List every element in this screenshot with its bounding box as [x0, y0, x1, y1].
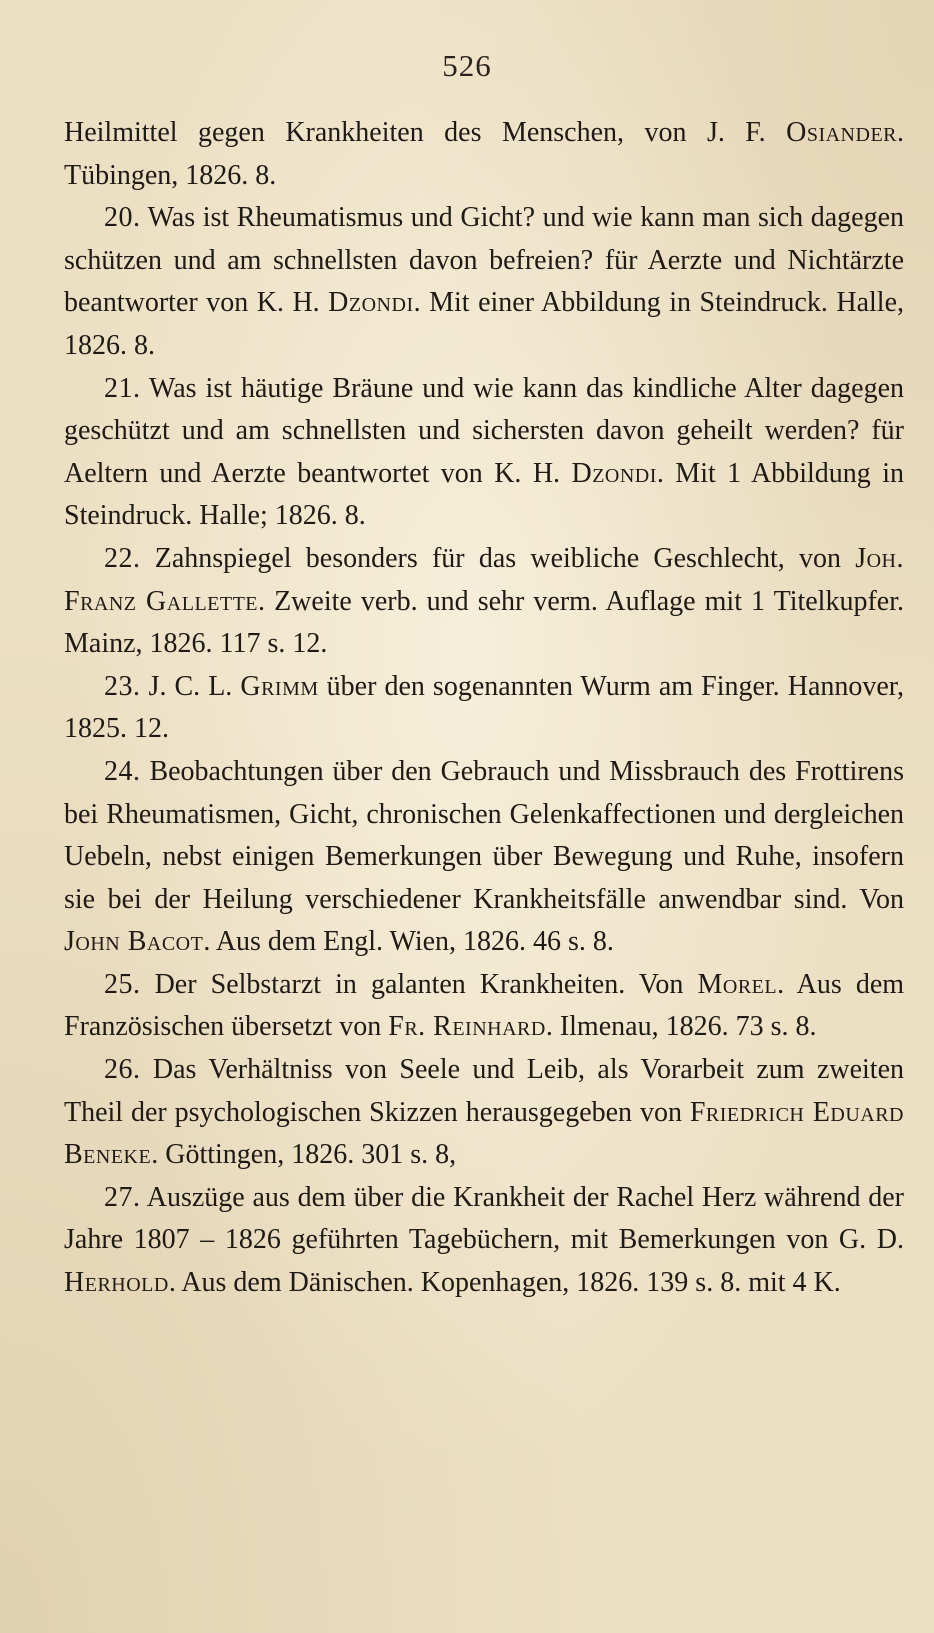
entry-text: über den sogenannten Wurm am Finger. Hannover, 1825. 12.	[64, 670, 904, 745]
entry-text: Was ist Rheumatismus und Gicht? und wie kann man sich dagegen schützen und am schnellsten davon befreien? für Aerzte und Nichtärzte beantworter von K. H.	[64, 202, 904, 319]
page-number: 526	[442, 48, 492, 83]
author-name: Osiander	[786, 117, 897, 148]
bibliography-entry	[64, 666, 904, 751]
bibliography-list	[64, 112, 904, 1305]
entry-text: Zahnspiegel besonders für das weibliche Geschlecht, von	[154, 542, 856, 574]
entry-text: Beobachtungen über den Gebrauch und Missbrauch des Frottirens bei Rheumatismen, Gicht, chronischen Gelenkaffectionen und dergleichen Uebeln, nebst einigen Bemerkungen über Bewegung und Ruhe, insofern sie bei der Heilung verschiedener Krankheitsfälle anwendbar sind. Von	[64, 755, 905, 915]
entry-text: . Aus dem Dänischen. Kopenhagen, 1826. 139 s. 8. mit 4 K.	[168, 1267, 841, 1299]
author-name: Dzondi	[328, 287, 414, 319]
entry-text: Auszüge aus dem über die Krankheit der Rachel Herz während der Jahre 1807 – 1826 geführten Tagebüchern, mit Bemerkungen von G. D.	[64, 1181, 904, 1256]
entry-text: Heilmittel gegen Krankheiten des Menschen, von J. F.	[64, 117, 787, 148]
entry-text: Das Verhältniss von Seele und Leib, als Vorarbeit zum zweiten Theil der psychologischen Skizzen herausgegeben von	[64, 1054, 905, 1128]
entry-text: . Ilmenau, 1826. 73 s. 8.	[545, 1011, 817, 1043]
bibliography-entry	[64, 751, 904, 964]
bibliography-entry	[64, 197, 904, 367]
entry-number: 26.	[104, 1054, 141, 1086]
author-name: Herhold	[64, 1267, 169, 1299]
entry-text: . Zweite verb. und sehr verm. Auflage mit 1 Titelkupfer. Mainz, 1826. 117 s. 12.	[64, 585, 904, 660]
bibliography-entry	[64, 964, 904, 1049]
entry-number: 20.	[104, 202, 141, 234]
entry-number: 22.	[104, 542, 141, 574]
author-name: Friedrich Eduard Beneke	[64, 1096, 904, 1171]
entry-text: Der Selbstarzt in galanten Krankheiten. Von	[154, 968, 698, 1000]
entry-text: . Aus dem Französischen übersetzt von	[64, 968, 905, 1043]
author-name: Dzondi	[571, 457, 657, 489]
entry-text: . Tübingen, 1826. 8.	[64, 117, 904, 191]
bibliography-entry	[64, 1177, 904, 1305]
bibliography-entry	[64, 112, 904, 197]
author-name: John Bacot	[64, 926, 204, 958]
entry-number: 25.	[104, 968, 141, 1000]
bibliography-entry	[64, 1049, 904, 1177]
entry-text: Was ist häutige Bräune und wie kann das kindliche Alter dagegen geschützt und am schnellsten und sichersten davon geheilt werden? für Aeltern und Aerzte beantwortet von K. H.	[64, 372, 904, 489]
entry-text: J. C. L.	[148, 670, 241, 702]
entry-number: 24.	[104, 755, 141, 787]
entry-text: . Mit 1 Abbildung in Steindruck. Halle; 1826. 8.	[64, 457, 904, 532]
bibliography-entry	[64, 538, 904, 666]
entry-text: . Aus dem Engl. Wien, 1826. 46 s. 8.	[203, 926, 614, 958]
bibliography-entry	[64, 368, 904, 538]
entry-text: . Göttingen, 1826. 301 s. 8,	[151, 1139, 457, 1171]
author-name: Fr. Reinhard	[388, 1011, 546, 1043]
entry-number: 23.	[104, 670, 141, 702]
author-name: Morel	[697, 968, 778, 1000]
entry-number: 27.	[104, 1181, 141, 1213]
author-name: Joh. Franz Gallette	[64, 542, 905, 617]
author-name: Grimm	[240, 670, 319, 702]
entry-number: 21.	[104, 372, 141, 404]
entry-text: . Mit einer Abbildung in Steindruck. Halle, 1826. 8.	[64, 287, 905, 361]
